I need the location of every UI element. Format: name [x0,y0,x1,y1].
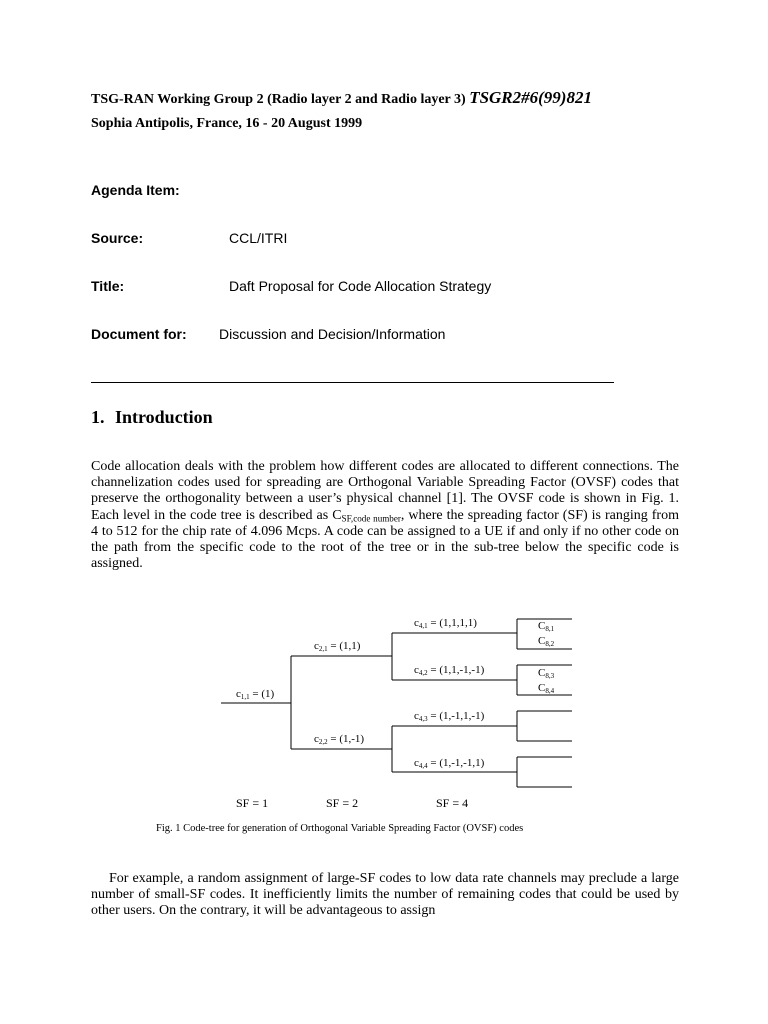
code-node-c43: c4,3 = (1,-1,1,-1) [414,710,485,723]
code-node-c42: c4,2 = (1,1,-1,-1) [414,664,485,677]
code-node-c21: c2,1 = (1,1) [314,640,361,653]
tree-lines [221,619,572,787]
leaf-code-c83: C8,3 [538,667,555,680]
title-label: Title: [91,278,125,294]
sf-label-4: SF = 4 [436,796,469,810]
code-node-c22: c2,2 = (1,-1) [314,733,365,746]
document-id: TSGR2#6(99)821 [469,88,592,107]
code-subscript: SF,code number [341,512,401,523]
agenda-item-label: Agenda Item: [91,182,180,198]
example-paragraph [91,871,679,920]
section-title: Introduction [115,407,213,427]
source-label: Source: [91,230,144,246]
figure-caption: Fig. 1 Code-tree for generation of Orthogonal Variable Spreading Factor (OVSF) codes [156,823,524,834]
code-node-c44: c4,4 = (1,-1,-1,1) [414,757,485,770]
example-text: For example, a random assignment of large-SF codes to low data rate channels may preclude a large number of small-SF codes. It inefficiently limits the number of remaining codes that could be used by other users. On the contrary, it will be advantageous to assign [91,871,679,919]
sf-label-2: SF = 2 [326,796,359,810]
sf-label-1: SF = 1 [236,796,269,810]
meeting-location-date: Sophia Antipolis, France, 16 - 20 August 1999 [91,116,363,131]
document-for-label: Document for: [91,326,187,342]
leaf-code-c84: C8,4 [538,682,555,695]
intro-text-part2: , where the spreading factor (SF) is ranging from 4 to 512 for the chip rate of 4.096 Mcps. A code can be assigned to a UE if and only if no other code on the path from the specific code to the root of the tree or in the sub-tree below the specific code is assigned. [91,507,679,572]
source-value: CCL/ITRI [229,230,288,246]
section-number: 1. [91,407,105,427]
code-node-c11: c1,1 = (1) [236,688,275,701]
intro-text-part1: Code allocation deals with the problem how different codes are allocated to different connections. The channelization codes used for spreading are Orthogonal Variable Spreading Factor (OVSF) codes that preserve the orthogonality between a user’s physical channel [1]. The OVSF code is shown in Fig. 1. Each level in the code tree is described as C [91,459,679,523]
code-node-c41: c4,1 = (1,1,1,1) [414,617,477,630]
leaf-code-c82: C8,2 [538,635,555,648]
working-group-name: TSG-RAN Working Group 2 (Radio layer 2 and Radio layer 3) [91,92,466,107]
leaf-code-c81: C8,1 [538,620,555,633]
title-value: Daft Proposal for Code Allocation Strategy [229,278,492,294]
document-for-value: Discussion and Decision/Information [219,326,446,342]
